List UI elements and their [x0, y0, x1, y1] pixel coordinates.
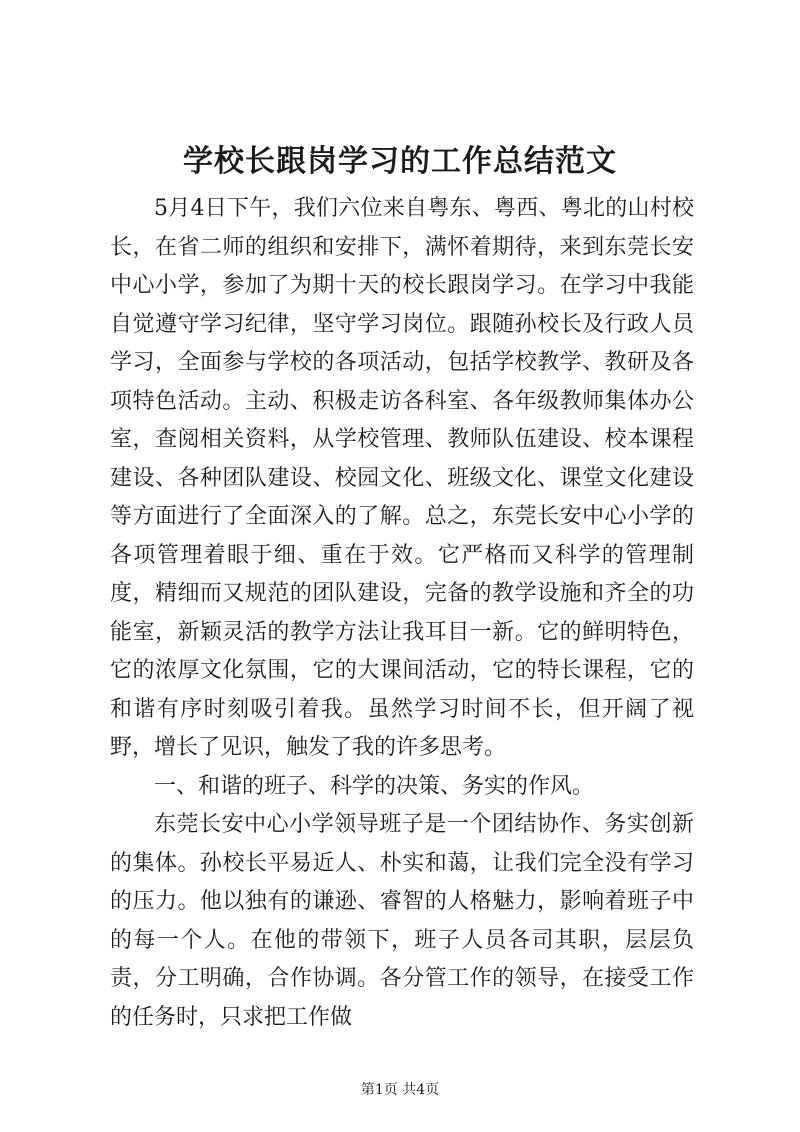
section-heading-1: 一、和谐的班子、科学的决策、务实的作风。 [154, 773, 595, 799]
document-body [110, 190, 694, 1037]
paragraph-leadership: 东莞长安中心小学领导班子是一个团结协作、务实创新的集体。孙校长平易近人、朴实和蔼，让我们完全没有学习的压力。他以独有的谦逊、睿智的人格魅力，影响着班子中的每一个人。在他的带领下，班子人员各司其职，层层负责，分工明确，合作协调。各分管工作的领导，在接受工作的任务时，只求把工作做 [110, 812, 694, 1030]
document-title: 学校长跟岗学习的工作总结范文 [183, 144, 617, 179]
page-footer: 第1页 共4页 [360, 1082, 440, 1098]
paragraph-intro: 5月4日下午，我们六位来自粤东、粤西、粤北的山村校长，在省二师的组织和安排下，满怀着期待，来到东莞长安中心小学，参加了为期十天的校长跟岗学习。在学习中我能自觉遵守学习纪律，坚守学习岗位。跟随孙校长及行政人员学习，全面参与学校的各项活动，包括学校教学、教研及各项特色活动。主动、积极走访各科室、各年级教师集体办公室，查阅相关资料，从学校管理、教师队伍建设、校本课程建设、各种团队建设、校园文化、班级文化、课堂文化建设等方面进行了全面深入的了解。总之，东莞长安中心小学的各项管理着眼于细、重在于效。它严格而又科学的管理制度，精细而又规范的团队建设，完备的教学设施和齐全的功能室，新颖灵活的教学方法让我耳目一新。它的鲜明特色，它的浓厚文化氛围，它的大课间活动，它的特长课程，它的和谐有序时刻吸引着我。虽然学习时间不长，但开阔了视野，增长了见识，触发了我的许多思考。 [110, 196, 694, 760]
